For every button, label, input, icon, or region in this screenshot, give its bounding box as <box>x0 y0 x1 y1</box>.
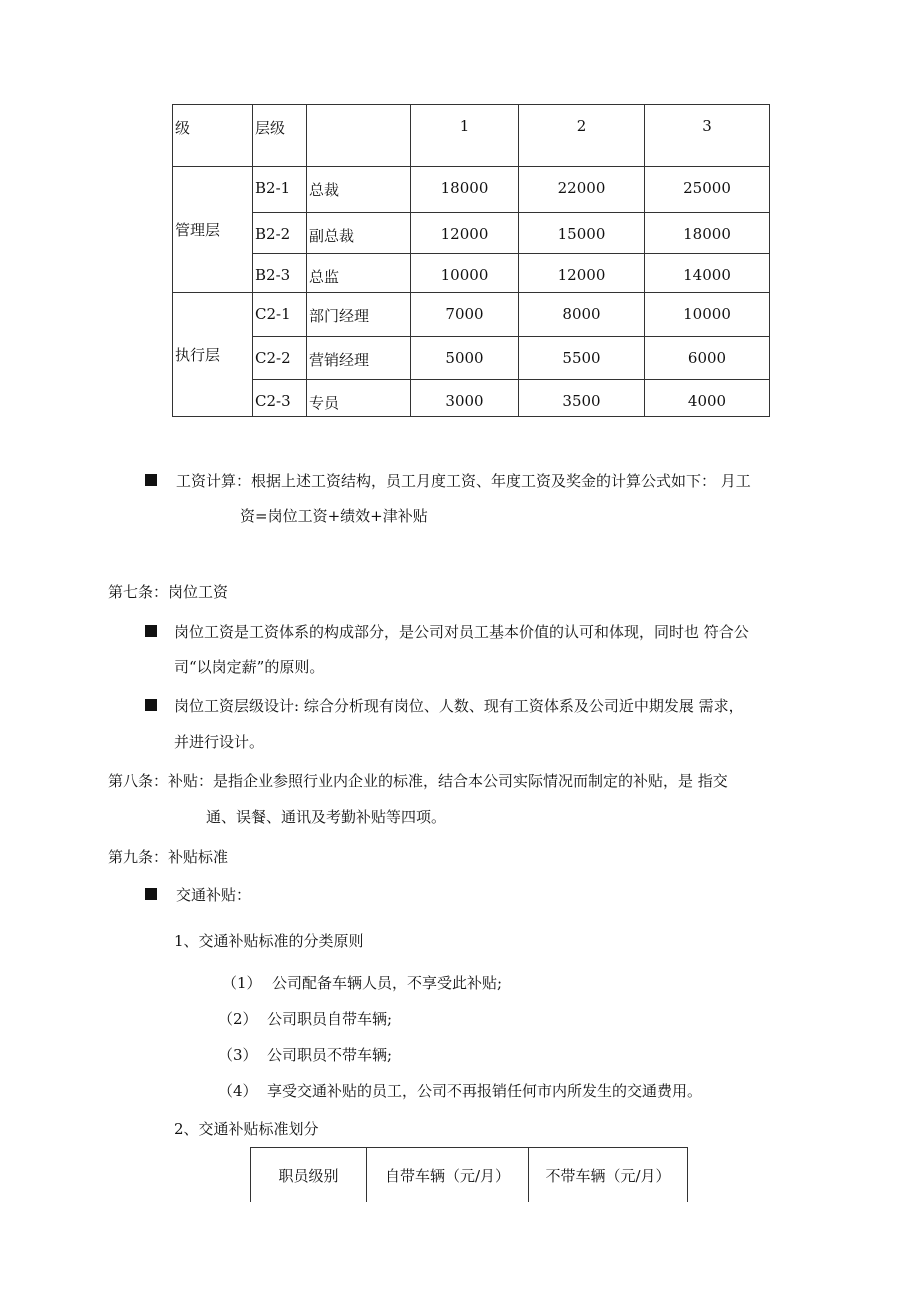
list-item-number: （1） <box>222 974 262 992</box>
position-title: 营销经理 <box>307 337 411 380</box>
salary-cell: 10000 <box>645 293 770 337</box>
article-7-bullet2-line1: 岗位工资层级设计: 综合分析现有岗位、人数、现有工资体系及公司近中期发展 需求， <box>174 697 744 715</box>
table-row <box>173 337 770 380</box>
salary-cell: 5500 <box>519 337 645 380</box>
grade-code: B2-3 <box>253 254 307 293</box>
square-bullet-icon <box>145 888 157 900</box>
salary-cell: 5000 <box>411 337 519 380</box>
header-cell: 不带车辆（元/月） <box>529 1148 688 1203</box>
article-8-line2: 通、误餐、通讯及考勤补贴等四项。 <box>206 808 447 826</box>
square-bullet-icon <box>145 699 157 711</box>
header-cell: 自带车辆（元/月） <box>367 1148 529 1203</box>
table-row <box>173 380 770 417</box>
header-cell: 层级 <box>253 105 307 167</box>
salary-cell: 18000 <box>411 167 519 213</box>
grade-code: C2-3 <box>253 380 307 417</box>
position-title: 总裁 <box>307 167 411 213</box>
salary-cell: 3000 <box>411 380 519 417</box>
header-level-cell: 2 <box>519 105 645 167</box>
article-7-bullet2-line2: 并进行设计。 <box>174 733 265 751</box>
list-item-number: （4） <box>218 1082 258 1100</box>
group-label: 管理层 <box>173 167 253 293</box>
square-bullet-icon <box>145 625 157 637</box>
subsection-2-title: 2、交通补贴标准划分 <box>174 1120 319 1138</box>
position-title: 总监 <box>307 254 411 293</box>
position-title: 专员 <box>307 380 411 417</box>
salary-cell: 14000 <box>645 254 770 293</box>
header-cell: 职员级别 <box>251 1148 367 1203</box>
list-item-number: （2） <box>218 1010 258 1028</box>
allowance-table <box>250 1147 688 1202</box>
header-cell <box>307 105 411 167</box>
salary-table <box>172 104 770 417</box>
square-bullet-icon <box>145 474 157 486</box>
salary-cell: 6000 <box>645 337 770 380</box>
salary-cell: 8000 <box>519 293 645 337</box>
article-8-line1: 第八条：补贴：是指企业参照行业内企业的标准，结合本公司实际情况而制定的补贴，是 指交 <box>108 772 728 790</box>
calc-text-line2: 资=岗位工资+绩效+津补贴 <box>240 507 428 525</box>
salary-cell: 15000 <box>519 213 645 254</box>
salary-cell: 3500 <box>519 380 645 417</box>
salary-cell: 12000 <box>519 254 645 293</box>
salary-cell: 10000 <box>411 254 519 293</box>
salary-cell: 22000 <box>519 167 645 213</box>
article-7-bullet1-line1: 岗位工资是工资体系的构成部分，是公司对员工基本价值的认可和体现，同时也 符合公 <box>174 623 749 641</box>
grade-code: B2-1 <box>253 167 307 213</box>
header-level-cell: 3 <box>645 105 770 167</box>
table-header-row <box>173 105 770 167</box>
group-label: 执行层 <box>173 293 253 417</box>
table-row <box>173 213 770 254</box>
salary-cell: 4000 <box>645 380 770 417</box>
list-item-text: 享受交通补贴的员工，公司不再报销任何市内所发生的交通费用。 <box>267 1082 703 1100</box>
table-header-row <box>251 1148 688 1203</box>
list-item-text: 公司配备车辆人员，不享受此补贴; <box>272 974 503 992</box>
salary-cell: 18000 <box>645 213 770 254</box>
article-7-heading: 第七条：岗位工资 <box>108 583 229 601</box>
list-item-text: 公司职员不带车辆; <box>267 1046 393 1064</box>
position-title: 副总裁 <box>307 213 411 254</box>
list-item-text: 公司职员自带车辆; <box>267 1010 393 1028</box>
table-row <box>173 293 770 337</box>
salary-cell: 7000 <box>411 293 519 337</box>
article-7-bullet1-line2: 司“以岗定薪”的原则。 <box>174 658 325 676</box>
calc-text-line1: 工资计算：根据上述工资结构，员工月度工资、年度工资及奖金的计算公式如下： 月工 <box>176 472 751 490</box>
article-9-heading: 第九条：补贴标准 <box>108 848 229 866</box>
list-item-number: （3） <box>218 1046 258 1064</box>
grade-code: B2-2 <box>253 213 307 254</box>
grade-code: C2-2 <box>253 337 307 380</box>
salary-cell: 12000 <box>411 213 519 254</box>
header-level-cell: 1 <box>411 105 519 167</box>
transport-allowance-label: 交通补贴： <box>176 886 252 904</box>
salary-cell: 25000 <box>645 167 770 213</box>
grade-code: C2-1 <box>253 293 307 337</box>
header-cell: 级 <box>173 105 253 167</box>
subsection-1-title: 1、交通补贴标准的分类原则 <box>174 932 364 950</box>
position-title: 部门经理 <box>307 293 411 337</box>
table-row <box>173 167 770 213</box>
table-row <box>173 254 770 293</box>
